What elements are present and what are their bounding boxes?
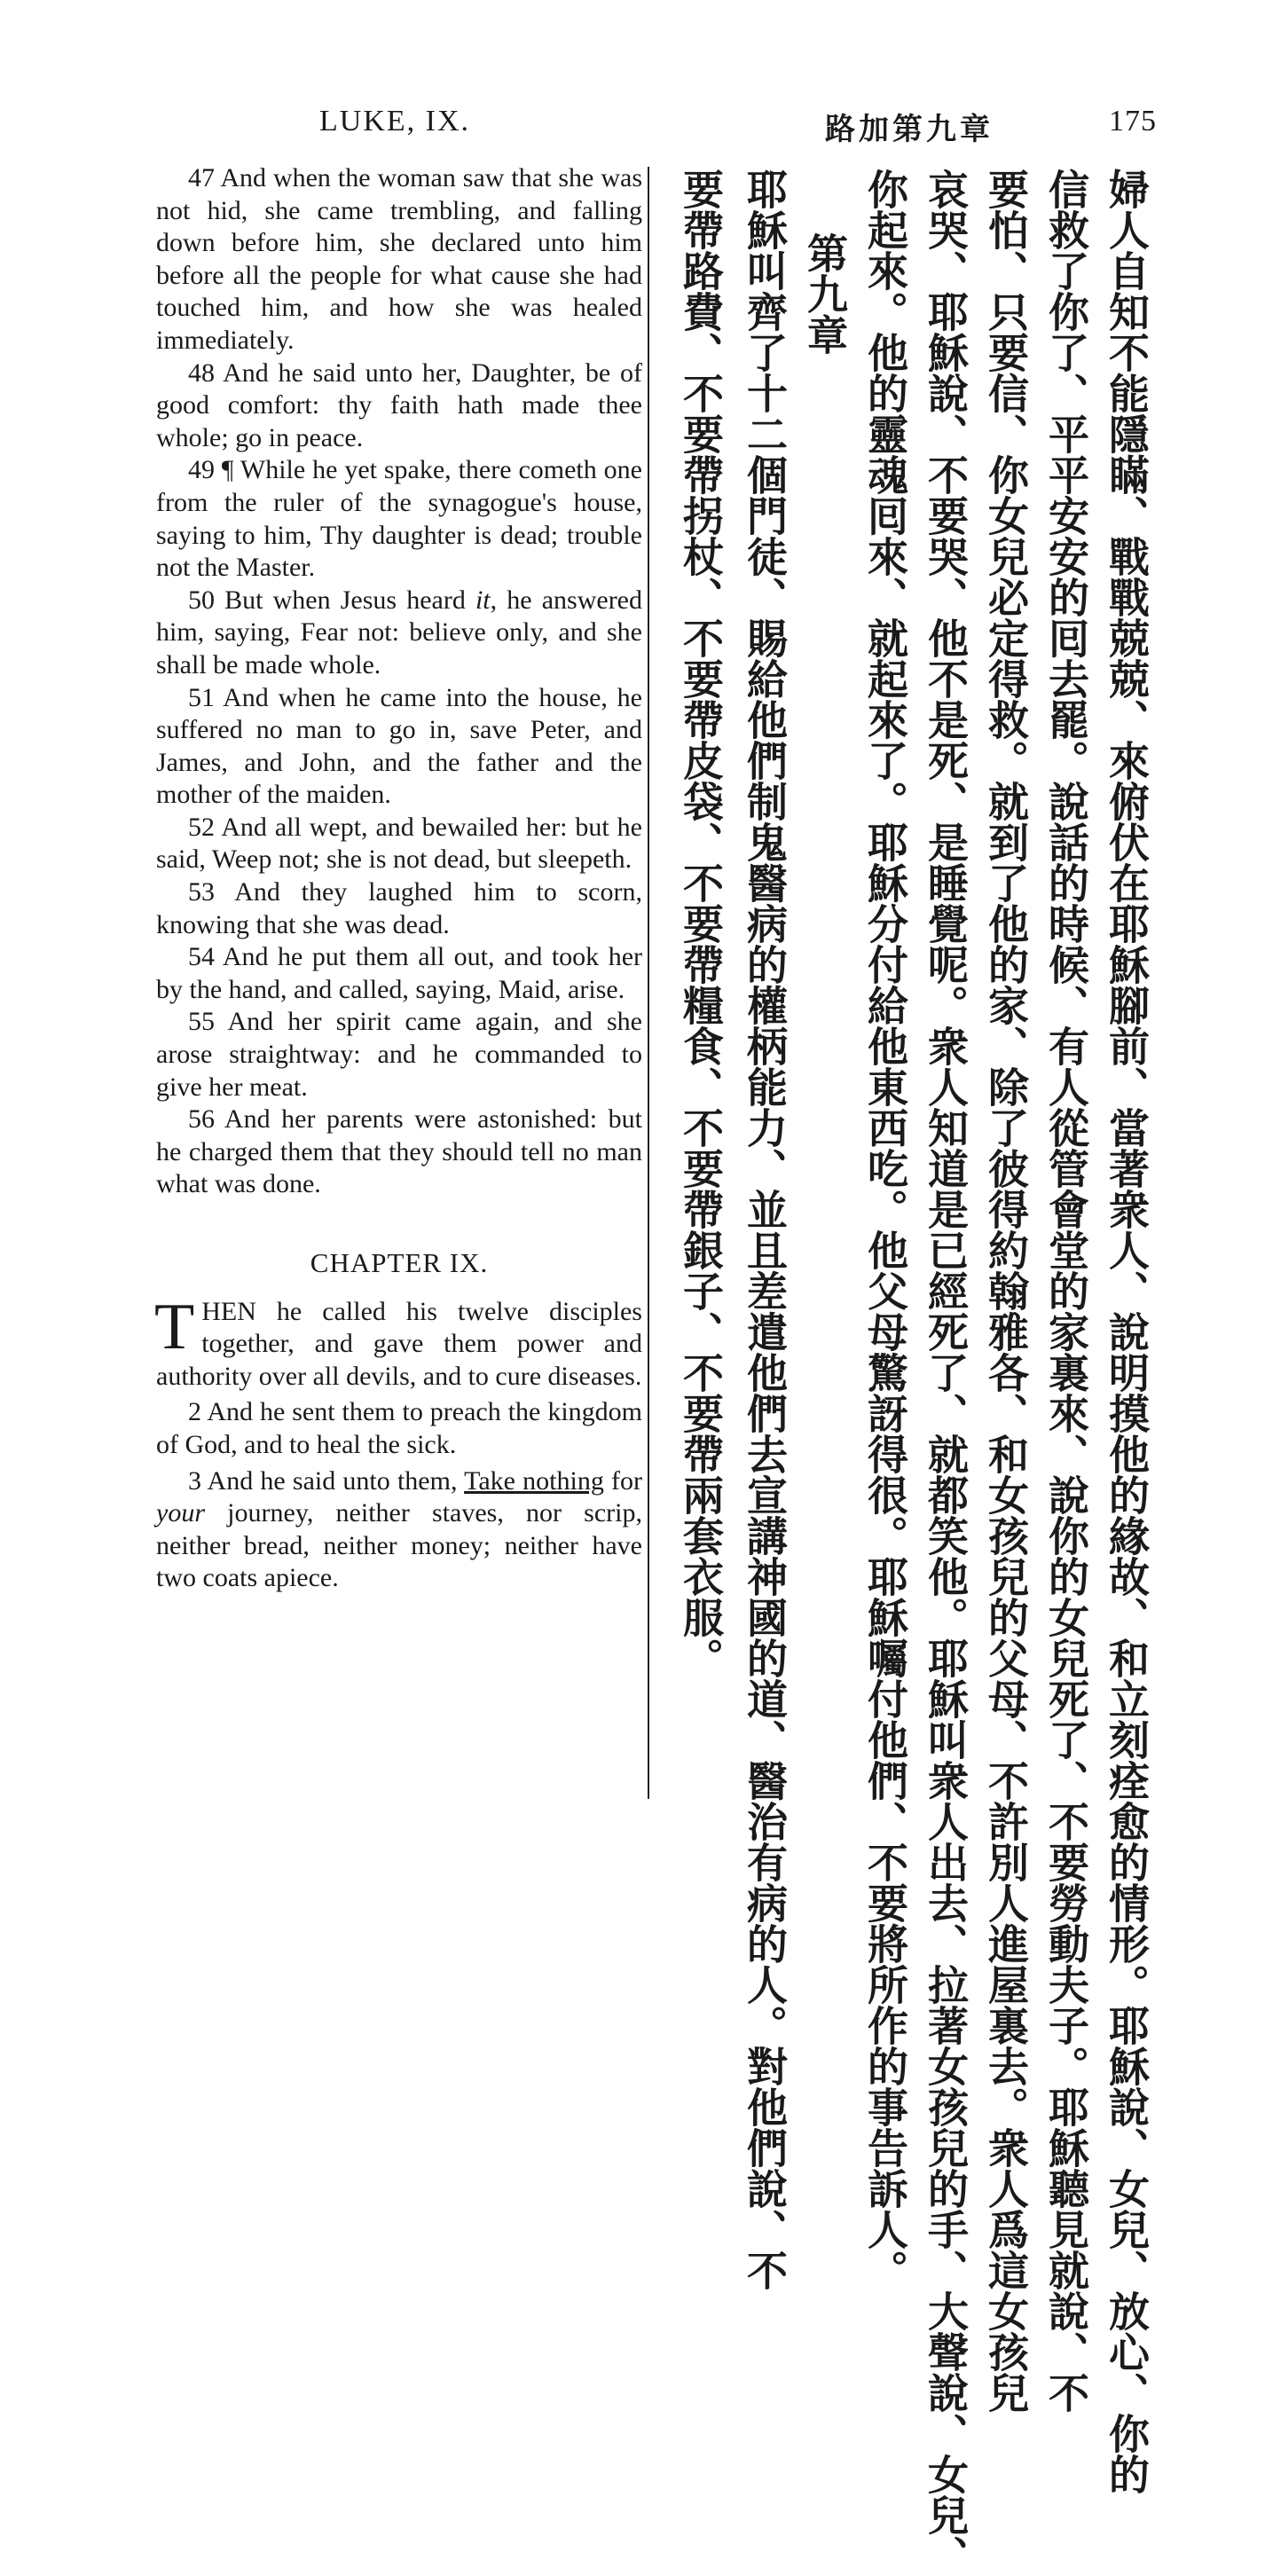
running-head-chinese: 路加第九章 (825, 112, 994, 147)
chinese-column-1: 婦人自知不能隱瞞、戰戰兢兢、來俯伏在耶穌腳前、當著衆人、說明摸他的緣故、和立刻痊愈的情形。耶穌說、女兒、放心、你的 (1103, 169, 1151, 2494)
verse-3-underlined: Take nothing (464, 1465, 604, 1496)
verse-54: 54 And he put them all out, and took her by the hand, and called, saying, Maid, arise. (156, 942, 642, 1004)
chapter-verse-1 (154, 1290, 642, 1394)
chapter-verse-3 (156, 1465, 642, 1595)
running-head-english: LUKE, IX. (319, 105, 471, 137)
verse-50 (156, 585, 642, 682)
verse-52: 52 And all wept, and bewailed her: but he said, Weep not; she is not dead, but sleepeth. (156, 812, 642, 875)
chapter-verse-1-text: HEN he called his twelve disciples together, and gave them power and authority over all devils, and to cure diseases. (156, 1296, 642, 1391)
verse-50-part-a: 50 But when Jesus heard (188, 585, 475, 615)
chinese-column-8: 要帶路費、不要帶拐杖、不要帶皮袋、不要帶糧食、不要帶銀子、不要帶兩套衣服。 (677, 169, 725, 1678)
verse-3-part-a: 3 And he said unto them, (188, 1465, 465, 1496)
chinese-column-4: 哀哭、耶穌說、不要哭、他不是死、是睡覺呢。衆人知道是已經死了、就都笑他。耶穌叫衆人出去、拉著女孩兒的手、大聲說、女兒、 (922, 169, 970, 2576)
verse-53: 53 And they laughed him to scorn, knowing that she was dead. (156, 877, 642, 939)
verse-3-part-c: for (603, 1465, 643, 1496)
verse-49: 49 ¶ While he yet spake, there cometh one from the ruler of the synagogue's house, saying to him, Thy daughter is dead; trouble not the Master. (156, 455, 642, 583)
chinese-column-2: 信救了你了、平平安安的囘去罷。說話的時候、有人從管會堂的家裏來、說你的女兒死了、不要勞動夫子。耶穌聽見就說、不 (1042, 169, 1090, 2413)
chinese-chapter-heading: 第九章 (801, 232, 849, 355)
drop-cap: T (154, 1290, 195, 1363)
verse-3-part-e: journey, neither staves, nor scrip, neither bread, neither money; neither have two coats apiece. (156, 1498, 642, 1593)
verse-50-italic: it (475, 585, 491, 615)
chinese-column-7: 耶穌叫齊了十二個門徒、賜給他們制鬼醫病的權柄能力、並且差遣他們去宣講神國的道、醫治有病的人。對他們說、不 (741, 169, 789, 2290)
verse-51: 51 And when he came into the house, he suffered no man to go in, save Peter, and James, and John, and the father and the mother of the maiden. (156, 682, 642, 810)
chapter-verse-2: 2 And he sent them to preach the kingdom of God, and to heal the sick. (156, 1397, 642, 1459)
verse-56: 56 And her parents were astonished: but he charged them that they should tell no man what was done. (156, 1104, 642, 1199)
page-number: 175 (1109, 105, 1157, 137)
verse-55: 55 And her spirit came again, and she arose straightway: and he commanded to give her meat. (156, 1007, 642, 1102)
verse-50-part-c: , he answered him, saying, Fear not: believe only, and she shall be made whole. (156, 585, 643, 679)
english-column (156, 162, 642, 1595)
chinese-column-5: 你起來。他的靈魂囘來、就起來了。耶穌分付給他東西吃。他父母驚訝得很。耶穌囑付他們、不要將所作的事告訴人。 (861, 169, 909, 2290)
verse-47: 47 And when the woman saw that she was not hid, she came trembling, and falling down before him, she declared unto him before all the people for what cause she had touched him, and how she was healed immediately. (156, 163, 642, 355)
chapter-heading: CHAPTER IX. (310, 1247, 489, 1278)
verse-3-italic: your (156, 1498, 205, 1528)
chinese-column-3: 要怕、只要信、你女兒必定得救。就到了他的家、除了彼得約翰雅各、和女孩兒的父母、不許別人進屋裏去。衆人爲這女孩兒 (982, 169, 1030, 2413)
verse-48: 48 And he said unto her, Daughter, be of good comfort: thy faith hath made thee whole; go in peace. (156, 357, 642, 452)
column-divider (648, 167, 649, 1799)
